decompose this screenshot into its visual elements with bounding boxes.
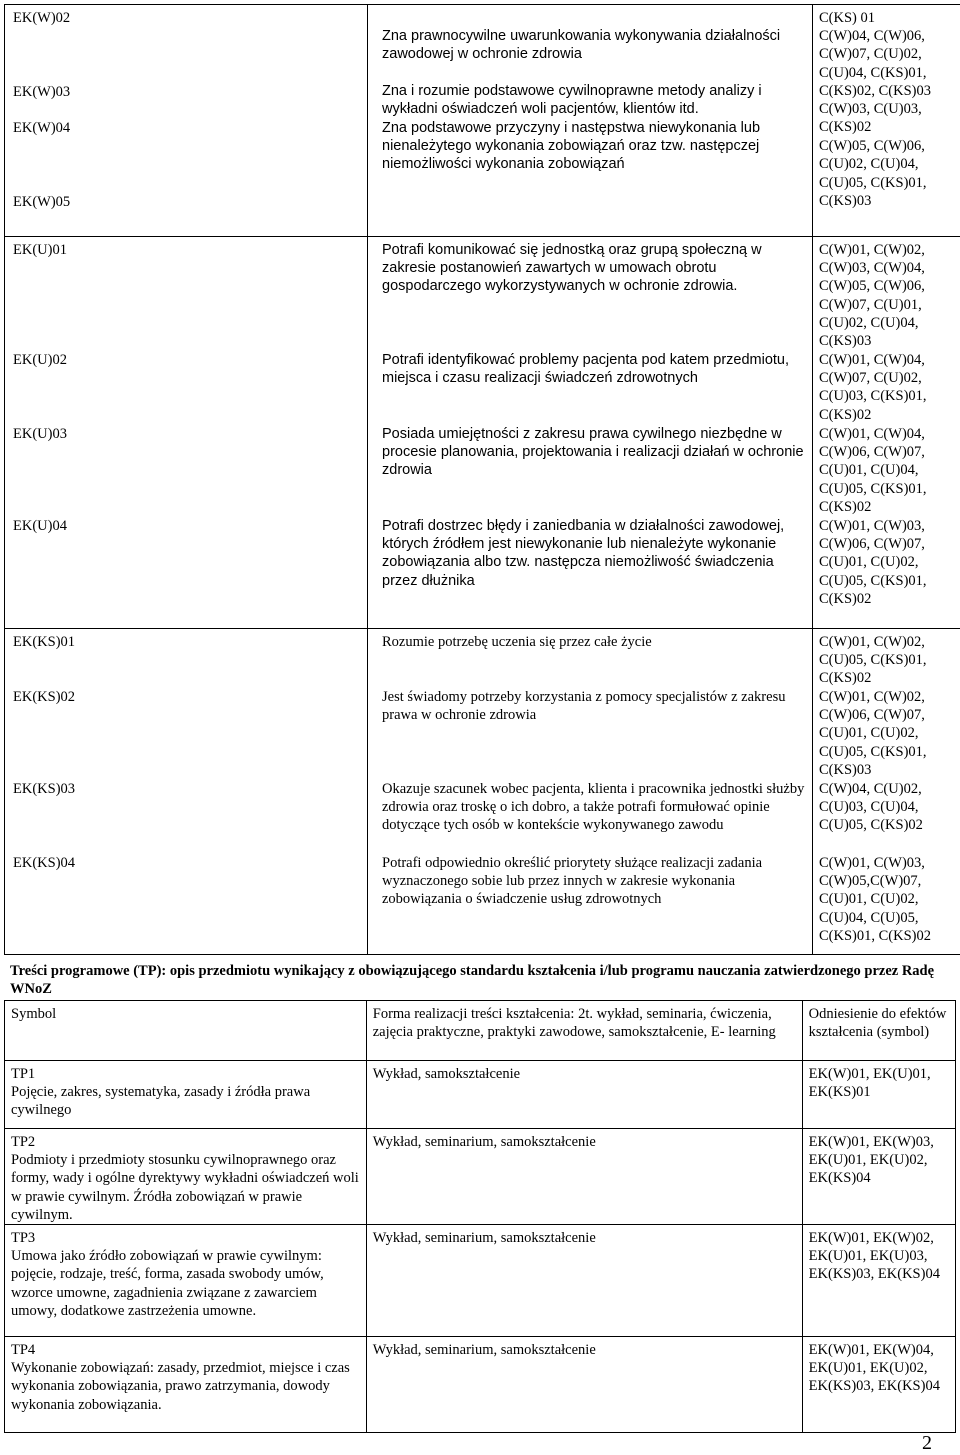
outcome-description: Zna prawnocywilne uwarunkowania wykonywania działalności zawodowej w ochronie zdrowia [382, 28, 781, 63]
page-number: 2 [922, 1432, 932, 1454]
outcome-code: EK(U)04 [13, 518, 67, 534]
table-row [5, 1061, 956, 1129]
outcome-description: Potrafi komunikować się jednostką oraz grupą społeczną w zakresie postanowień zawartych w umowach obrotu gospodarczego wykorzystywanych w ochronie zdrowia. [382, 242, 762, 295]
outcome-codes-cell [5, 237, 368, 629]
program-topic-id: TP1 [11, 1066, 36, 1082]
program-ref-cell: EK(W)01, EK(W)03, EK(U)01, EK(U)02, EK(KS)04 [802, 1129, 955, 1225]
outcome-description: Okazuje szacunek wobec pacjenta, klienta i pracownika jednostki służby zdrowia oraz troskę o ich dobro, a także potrafi formułować opinie dotyczące tych osób w kontekście wykonywanego zawodu [382, 781, 805, 834]
outcome-description: Rozumie potrzebę uczenia się przez całe życie [382, 634, 652, 650]
program-header-symbol: Symbol [5, 1001, 367, 1061]
outcome-code: EK(U)02 [13, 352, 67, 368]
outcome-ref: C(W)05, C(W)06, C(U)02, C(U)04, C(U)05, C(KS)01, C(KS)03 [819, 138, 927, 209]
outcome-ref: C(W)01, C(W)02, C(W)03, C(W)04, C(W)05, C(W)06, C(W)07, C(U)01, C(U)02, C(U)04, C(KS)03 [819, 242, 925, 350]
outcome-description: Potrafi odpowiednio określić priorytety służące realizacji zadania wyznaczonego sobie lub przez innych w zakresie wykonania zobowiązania o świadczenie usług zdrowotnych [382, 855, 763, 908]
outcome-ref: C(W)01, C(W)03, C(W)05,C(W)07, C(U)01, C(U)02, C(U)04, C(U)05, C(KS)01, C(KS)02 [819, 855, 931, 944]
outcome-ref: C(W)01, C(W)02, C(U)05, C(KS)01, C(KS)02 [819, 634, 927, 687]
outcome-descriptions-cell [368, 5, 813, 237]
program-form-cell: Wykład, samokształcenie [366, 1061, 802, 1129]
outcome-ref: C(W)01, C(W)02, C(W)06, C(W)07, C(U)01, C(U)02, C(U)05, C(KS)01, C(KS)03 [819, 689, 927, 778]
program-form-cell: Wykład, seminarium, samokształcenie [366, 1129, 802, 1225]
outcome-code: EK(KS)04 [13, 855, 76, 871]
outcome-ref: C(W)01, C(W)04, C(W)07, C(U)02, C(U)03, C(KS)01, C(KS)02 [819, 352, 927, 423]
table-row [5, 1129, 956, 1225]
program-topic-desc: Podmioty i przedmioty stosunku cywilnoprawnego oraz formy, wady i ogólne dyrektywy wykładni oświadczeń woli w prawie cywilnym. Źródła zobowiązań w prawie cywilnym. [11, 1152, 359, 1223]
program-topic-desc: Wykonanie zobowiązań: zasady, przedmiot, miejsce i czas wykonania zobowiązania, prawo zatrzymania, dowody wykonania zobowiązania. [11, 1360, 350, 1413]
program-topic-id: TP2 [11, 1134, 36, 1150]
program-topic-id: TP3 [11, 1230, 36, 1247]
outcome-description: Jest świadomy potrzeby korzystania z pomocy specjalistów z zakresu prawa w ochronie zdrowia [382, 689, 786, 724]
table-row [5, 237, 960, 629]
outcome-ref: C(W)04, C(W)06, C(W)07, C(U)02, C(U)04, C(KS)01, C(KS)02, C(KS)03 [819, 28, 931, 99]
outcome-code: EK(W)02 [13, 10, 71, 26]
program-topic-desc: Umowa jako źródło zobowiązań w prawie cywilnym: pojęcie, rodzaje, treść, forma, zasada swobody umów, wzorce umowne, zagadnienia związane z zawarciem umowy, dodatkowe zastrzeżenia umowne. [11, 1248, 324, 1319]
program-topic-cell [5, 1225, 367, 1337]
table-row [5, 1337, 956, 1433]
outcome-code: EK(W)04 [13, 120, 71, 136]
learning-outcomes-table [4, 4, 960, 955]
outcome-ref: C(W)01, C(W)04, C(W)06, C(W)07, C(U)01, C(U)04, C(U)05, C(KS)01, C(KS)02 [819, 426, 927, 515]
outcome-code: EK(U)01 [13, 242, 67, 258]
outcome-ref: C(W)03, C(U)03, C(KS)02 [819, 101, 922, 136]
outcome-codes-cell [5, 5, 368, 237]
table-row [5, 629, 960, 955]
outcome-description: Zna i rozumie podstawowe cywilnoprawne metody analizy i wykładni oświadczeń woli pacjentów, klientów itd. [382, 83, 762, 118]
program-form-cell: Wykład, seminarium, samokształcenie [366, 1225, 802, 1337]
table-row [5, 5, 960, 237]
outcome-codes-cell [5, 629, 368, 955]
outcome-refs-cell [813, 237, 960, 629]
outcome-description: Potrafi dostrzec błędy i zaniedbania w działalności zawodowej, których źródłem jest niewykonanie lub nienależyte wykonanie zobowiązania albo tzw. następcza niemożliwość świadczenia przez dłużnika [382, 518, 785, 589]
outcome-code: EK(W)03 [13, 84, 71, 100]
program-topic-cell [5, 1337, 367, 1433]
program-topic-desc: Pojęcie, zakres, systematyka, zasady i źródła prawa cywilnego [11, 1084, 311, 1119]
outcome-ref: C(KS) 01 [819, 10, 875, 26]
program-content-table [4, 1060, 956, 1433]
outcome-code: EK(KS)02 [13, 689, 76, 705]
outcome-description: Potrafi identyfikować problemy pacjenta pod katem przedmiotu, miejsca i czasu realizacji świadczeń zdrowotnych [382, 352, 790, 387]
outcome-code: EK(W)05 [13, 194, 71, 210]
outcome-description: Zna podstawowe przyczyny i następstwa niewykonania lub nienależytego wykonania zobowiązań oraz tzw. następczej niemożliwości wykonania zobowiązań [382, 120, 761, 173]
table-row [5, 1001, 956, 1061]
program-header-table [4, 1000, 956, 1061]
program-ref-cell: EK(W)01, EK(W)02, EK(U)01, EK(U)03, EK(KS)03, EK(KS)04 [802, 1225, 955, 1337]
outcome-descriptions-cell [368, 237, 813, 629]
program-topic-cell [5, 1129, 367, 1225]
program-ref-cell: EK(W)01, EK(U)01, EK(KS)01 [802, 1061, 955, 1129]
outcome-refs-cell [813, 629, 960, 955]
outcome-ref: C(W)01, C(W)03, C(W)06, C(W)07, C(U)01, C(U)02, C(U)05, C(KS)01, C(KS)02 [819, 518, 927, 607]
program-topic-id: TP4 [11, 1342, 36, 1359]
program-form-cell: Wykład, seminarium, samokształcenie [366, 1337, 802, 1433]
outcome-code: EK(U)03 [13, 426, 67, 442]
program-header-ref: Odniesienie do efektów kształcenia (symbol) [802, 1001, 955, 1061]
program-topic-cell [5, 1061, 367, 1129]
outcome-refs-cell [813, 5, 960, 237]
program-ref-cell: EK(W)01, EK(W)04, EK(U)01, EK(U)02, EK(KS)03, EK(KS)04 [802, 1337, 955, 1433]
outcome-description: Posiada umiejętności z zakresu prawa cywilnego niezbędne w procesie planowania, projektowania i realizacji działań w ochronie zdrowia [382, 426, 804, 479]
outcome-ref: C(W)04, C(U)02, C(U)03, C(U)04, C(U)05, C(KS)02 [819, 781, 923, 834]
program-heading: Treści programowe (TP): opis przedmiotu wynikający z obowiązującego standardu kształcenia i/lub programu nauczania zatwierdzonego przez Radę WNoZ [10, 963, 935, 998]
outcome-code: EK(KS)03 [13, 781, 76, 797]
table-row [5, 1225, 956, 1337]
outcome-code: EK(KS)01 [13, 634, 76, 650]
outcome-descriptions-cell [368, 629, 813, 955]
program-header-form: Forma realizacji treści kształcenia: 2t. wykład, seminaria, ćwiczenia, zajęcia praktyczne, praktyki zawodowe, samokształcenie, E- learning [366, 1001, 802, 1061]
